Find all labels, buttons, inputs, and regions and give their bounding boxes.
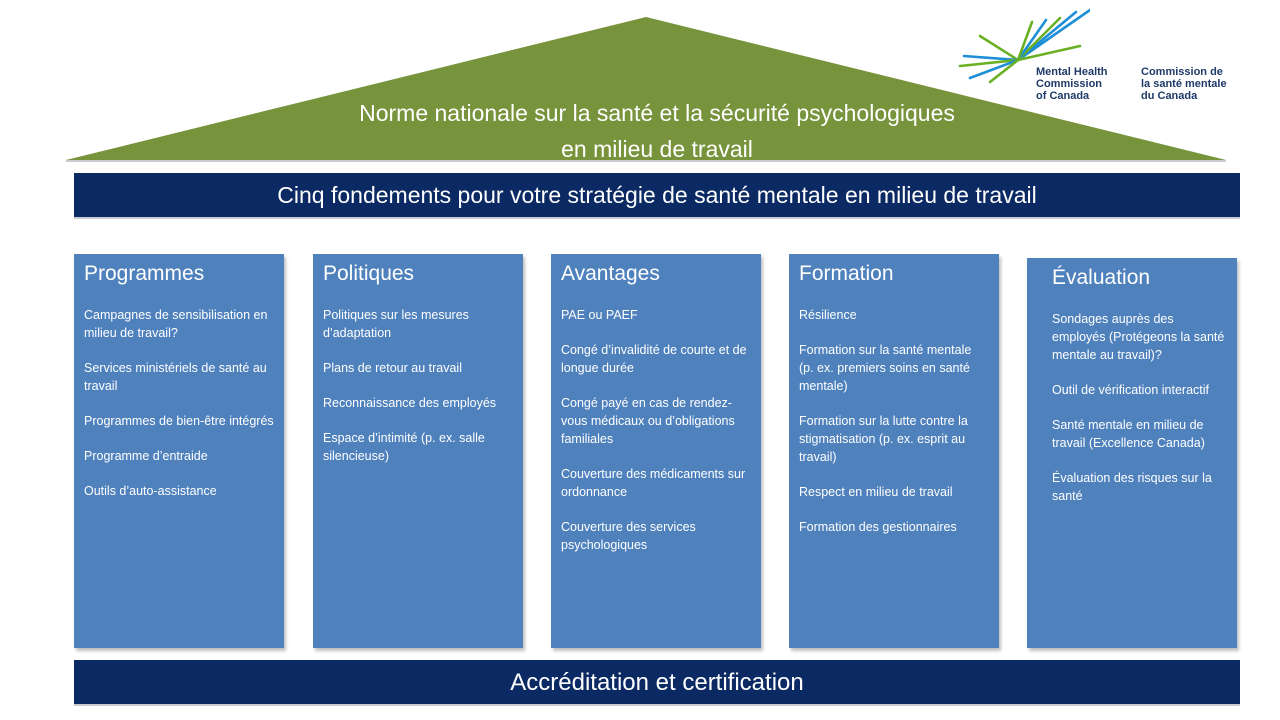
pillar-avantages: [551, 254, 761, 648]
logo-text-english: Mental Health Commission of Canada: [1036, 66, 1108, 102]
pillar-item: Outils d’auto-assistance: [84, 484, 217, 498]
pillar-title: Programmes: [84, 262, 205, 285]
roof-title: [300, 95, 1014, 167]
pillar-item: Congé d’invalidité de courte et de longue durée: [561, 343, 747, 375]
pillar-item: Formation des gestionnaires: [799, 520, 957, 534]
pillar-item: Reconnaissance des employés: [323, 396, 497, 410]
logo-text-french: Commission de la santé mentale du Canada: [1141, 66, 1227, 102]
pillar-item: Respect en milieu de travail: [799, 485, 953, 499]
mhcc-logo: [950, 8, 1260, 108]
foundation-banner: Accréditation et certification: [74, 660, 1240, 706]
pillar-item: Résilience: [799, 308, 857, 322]
pillar-item: Plans de retour au travail: [323, 361, 462, 375]
pillar-title: Avantages: [561, 262, 660, 285]
pillar-item: Évaluation des risques sur la santé: [1052, 471, 1212, 503]
pillar-programmes: [74, 254, 284, 648]
pillar-title: Formation: [799, 262, 894, 285]
pillar-item: Services ministériels de santé au travail: [84, 361, 267, 393]
pillar-item: Sondages auprès des employés (Protégeons la santé mentale au travail)?: [1052, 312, 1225, 362]
pillar-item: Programmes de bien-être intégrés: [84, 414, 274, 428]
pillar-politiques: [313, 254, 523, 648]
pillar-item: Outil de vérification interactif: [1052, 383, 1210, 397]
pillar-item: Formation sur la lutte contre la stigmatisation (p. ex. esprit au travail): [799, 414, 968, 464]
pillar-evaluation: [1027, 258, 1237, 648]
pillar-item: Santé mentale en milieu de travail (Excellence Canada): [1052, 418, 1205, 450]
pillar-item: Congé payé en cas de rendez-vous médicaux ou d’obligations familiales: [561, 396, 735, 446]
roof-title-line-2: en milieu de travail: [561, 136, 753, 162]
pillar-item: Politiques sur les mesures d’adaptation: [323, 308, 469, 340]
pillar-item: Formation sur la santé mentale (p. ex. premiers soins en santé mentale): [799, 343, 972, 393]
pillar-formation: [789, 254, 999, 648]
pillar-item: Campagnes de sensibilisation en milieu de travail?: [84, 308, 268, 340]
pillar-item: Couverture des médicaments sur ordonnance: [561, 467, 746, 499]
pillar-title: Politiques: [323, 262, 415, 285]
strategy-banner: Cinq fondements pour votre stratégie de santé mentale en milieu de travail: [74, 173, 1240, 219]
pillar-item: Programme d’entraide: [84, 449, 208, 463]
pillar-item: PAE ou PAEF: [561, 308, 638, 322]
roof-title-line-1: Norme nationale sur la santé et la sécurité psychologiques: [359, 100, 955, 126]
pillar-item: Espace d’intimité (p. ex. salle silencieuse): [323, 431, 485, 463]
pillar-title: Évaluation: [1052, 266, 1151, 289]
pillar-item: Couverture des services psychologiques: [561, 520, 696, 552]
